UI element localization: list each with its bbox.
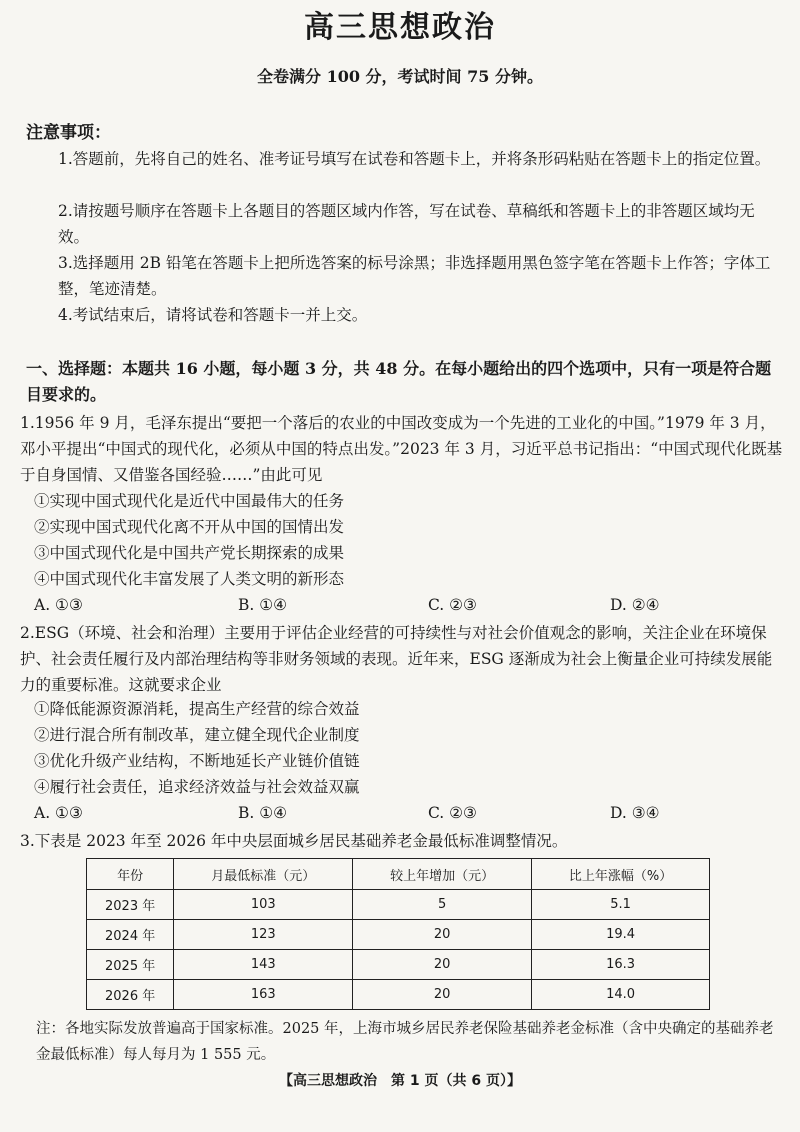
table-header-monthly-min: 月最低标准（元） — [174, 859, 353, 890]
question-1-choice-d: D. ②④ — [610, 596, 660, 614]
table-row — [87, 980, 710, 1010]
table-cell: 20 — [353, 920, 532, 950]
question-2-stem: 2.ESG（环境、社会和治理）主要用于评估企业经营的可持续性与对社会价值观念的影响，关注企业在环境保护、社会责任履行及内部治理结构等非财务领域的表现。近年来，ESG 逐渐成为社会上衡量企业可持续发展能力的重要标准。这就要求企业 — [20, 624, 773, 694]
question-1-option-4: ④中国式现代化丰富发展了人类文明的新形态 — [34, 570, 345, 588]
question-3-stem: 3.下表是 2023 年至 2026 年中央层面城乡居民基础养老金最低标准调整情况。 — [20, 832, 568, 850]
table-header-row — [87, 859, 710, 890]
question-2-option-4: ④履行社会责任，追求经济效益与社会效益双赢 — [34, 778, 360, 796]
question-1-option-2: ②实现中国式现代化离不开从中国的国情出发 — [34, 518, 345, 536]
table-cell: 19.4 — [532, 920, 710, 950]
question-2-choice-b: B. ①④ — [238, 804, 288, 822]
table-cell: 14.0 — [532, 980, 710, 1010]
question-1-option-3: ③中国式现代化是中国共产党长期探索的成果 — [34, 544, 345, 562]
question-2-option-2: ②进行混合所有制改革，建立健全现代企业制度 — [34, 726, 360, 744]
question-2-option-3: ③优化升级产业结构，不断地延长产业链价值链 — [34, 752, 360, 770]
question-2-choice-a: A. ①③ — [34, 804, 83, 822]
notice-item-1: 1.答题前，先将自己的姓名、准考证号填写在试卷和答题卡上，并将条形码粘贴在答题卡上的指定位置。 — [58, 150, 771, 168]
table-header-growth: 比上年涨幅（%） — [532, 859, 710, 890]
table-cell: 123 — [174, 920, 353, 950]
section-heading: 一、选择题：本题共 16 小题，每小题 3 分，共 48 分。在每小题给出的四个选项中，只有一项是符合题目要求的。 — [26, 359, 772, 404]
table-row — [87, 890, 710, 920]
question-2-choice-d: D. ③④ — [610, 804, 660, 822]
table-header-year: 年份 — [87, 859, 174, 890]
table-header-increase: 较上年增加（元） — [353, 859, 532, 890]
table-row — [87, 920, 710, 950]
table-row — [87, 950, 710, 980]
page-footer: 【高三思想政治 第 1 页（共 6 页）】 — [279, 1073, 521, 1089]
notice-item-3: 3.选择题用 2B 铅笔在答题卡上把所选答案的标号涂黑；非选择题用黑色签字笔在答题卡上作答；字体工整，笔迹清楚。 — [58, 254, 771, 298]
table-cell: 20 — [353, 950, 532, 980]
question-2-choice-c: C. ②③ — [428, 804, 477, 822]
table-cell: 2023 年 — [87, 890, 174, 920]
table-cell: 5.1 — [532, 890, 710, 920]
question-1-choice-b: B. ①④ — [238, 596, 288, 614]
question-2-choices — [34, 800, 774, 826]
table-cell: 2026 年 — [87, 980, 174, 1010]
question-2-option-1: ①降低能源资源消耗，提高生产经营的综合效益 — [34, 700, 360, 718]
table-cell: 2025 年 — [87, 950, 174, 980]
table-cell: 143 — [174, 950, 353, 980]
table-cell: 5 — [353, 890, 532, 920]
table-cell: 163 — [174, 980, 353, 1010]
exam-title: 高三思想政治 — [304, 10, 496, 45]
notice-item-4: 4.考试结束后，请将试卷和答题卡一并上交。 — [58, 306, 368, 324]
table-cell: 103 — [174, 890, 353, 920]
question-1-stem: 1.1956 年 9 月，毛泽东提出“要把一个落后的农业的中国改变成为一个先进的工业化的中国。”1979 年 3 月，邓小平提出“中国式的现代化，必须从中国的特点出发。”2023 年 3 月，习近平总书记指出：“中国式现代化既基于自身国情、又借鉴各国经验……”由此可见 — [20, 414, 783, 484]
table-cell: 20 — [353, 980, 532, 1010]
question-1-option-1: ①实现中国式现代化是近代中国最伟大的任务 — [34, 492, 345, 510]
notice-item-2: 2.请按题号顺序在答题卡上各题目的答题区域内作答，写在试卷、草稿纸和答题卡上的非答题区域均无效。 — [58, 202, 755, 246]
table-cell: 2024 年 — [87, 920, 174, 950]
question-1-choices — [34, 592, 774, 618]
pension-table — [86, 858, 710, 1010]
question-1-choice-a: A. ①③ — [34, 596, 83, 614]
notice-title: 注意事项： — [26, 123, 111, 143]
exam-subtitle: 全卷满分 100 分，考试时间 75 分钟。 — [257, 67, 543, 86]
table-cell: 16.3 — [532, 950, 710, 980]
question-1-choice-c: C. ②③ — [428, 596, 477, 614]
table-note: 注：各地实际发放普遍高于国家标准。2025 年，上海市城乡居民养老保险基础养老金标准（含中央确定的基础养老金最低标准）每人每月为 1 555 元。 — [36, 1021, 774, 1063]
